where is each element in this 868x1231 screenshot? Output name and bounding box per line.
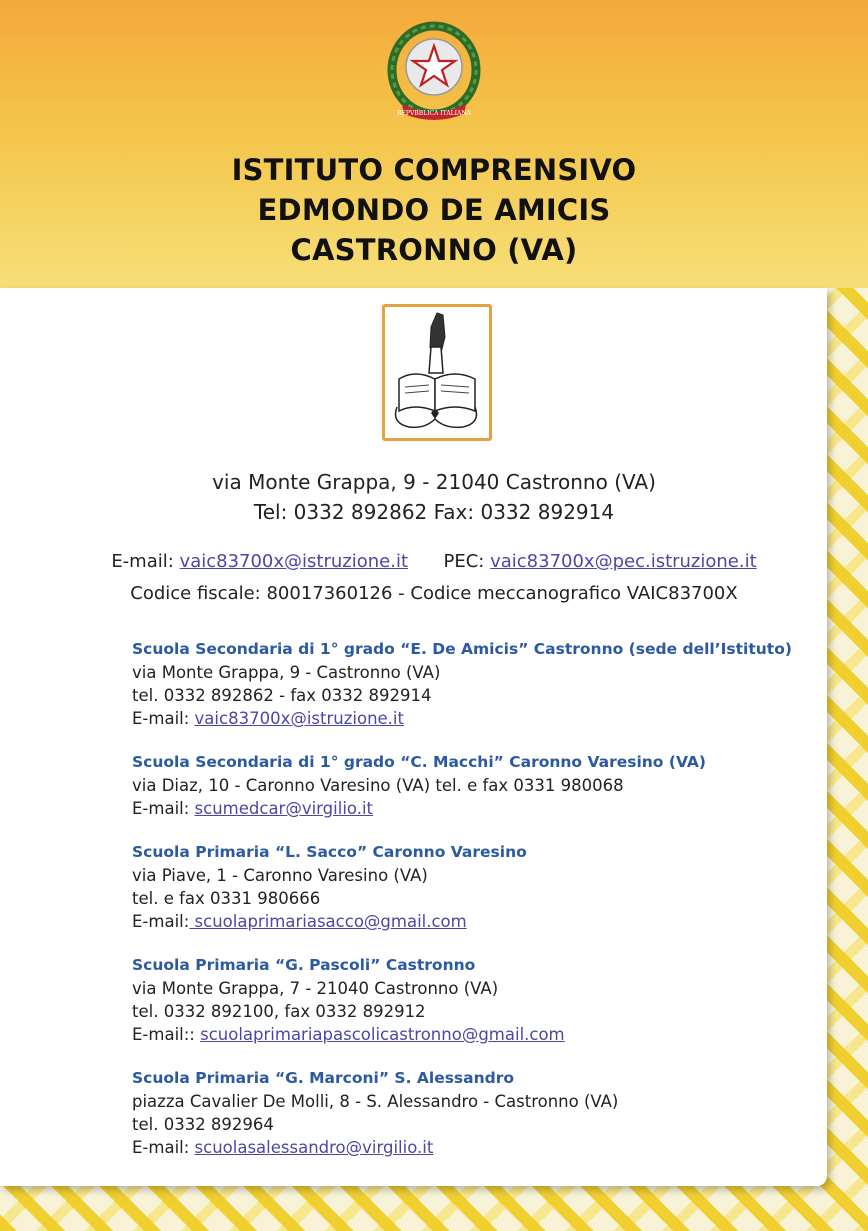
emblem-ribbon-text: REPVBBLICA ITALIANA — [397, 110, 471, 117]
school-name: Scuola Primaria “L. Sacco” Caronno Varesino — [132, 843, 527, 861]
italian-republic-emblem-icon — [384, 20, 484, 120]
school-info-line: via Monte Grappa, 9 - Castronno (VA) — [132, 663, 441, 682]
institute-title — [0, 150, 868, 270]
school-info-line: tel. e fax 0331 980666 — [132, 889, 321, 908]
school-email-row — [132, 707, 822, 730]
school-tel-fax: Tel: 0332 892862 Fax: 0332 892914 — [253, 500, 615, 524]
school-email-label: E-mail:: — [132, 1025, 201, 1044]
title-line-2: EDMONDO DE AMICIS — [257, 193, 611, 227]
school-info-line: tel. 0332 892100, fax 0332 892912 — [132, 1002, 426, 1021]
school-info-line: tel. 0332 892964 — [132, 1115, 274, 1134]
school-email-label: E-mail: — [132, 709, 195, 728]
school-entry — [132, 751, 822, 820]
school-name: Scuola Primaria “G. Pascoli” Castronno — [132, 956, 476, 974]
school-logo-icon — [385, 307, 489, 438]
school-entry — [132, 841, 822, 933]
school-entry — [132, 638, 822, 730]
school-entry — [132, 954, 822, 1046]
school-info-line: piazza Cavalier De Molli, 8 - S. Alessandro - Castronno (VA) — [132, 1092, 619, 1111]
school-email-row — [132, 1023, 822, 1046]
school-email-label: E-mail: — [132, 1138, 195, 1157]
school-info-line: via Diaz, 10 - Caronno Varesino (VA) tel. e fax 0331 980068 — [132, 776, 624, 795]
email-label: E-mail: — [111, 551, 180, 572]
school-email-row — [132, 797, 822, 820]
email-pec-row — [0, 551, 868, 572]
school-entry — [132, 1067, 822, 1159]
pec-label: PEC: — [443, 551, 491, 572]
school-info-line: via Monte Grappa, 7 - 21040 Castronno (VA) — [132, 979, 499, 998]
school-address: via Monte Grappa, 9 - 21040 Castronno (VA) — [212, 470, 656, 494]
school-name: Scuola Secondaria di 1° grado “E. De Amicis” Castronno (sede dell’Istituto) — [132, 640, 792, 658]
school-info-line: tel. 0332 892862 - fax 0332 892914 — [132, 686, 432, 705]
school-email-row — [132, 1136, 822, 1159]
school-logo — [382, 304, 492, 441]
school-name: Scuola Secondaria di 1° grado “C. Macchi” Caronno Varesino (VA) — [132, 753, 706, 771]
school-name: Scuola Primaria “G. Marconi” S. Alessandro — [132, 1069, 515, 1087]
main-email-link[interactable]: vaic83700x@istruzione.it — [179, 551, 409, 572]
school-email-label: E-mail: — [132, 799, 195, 818]
title-line-3: CASTRONNO (VA) — [290, 233, 578, 267]
school-email-label: E-mail: — [132, 912, 190, 931]
schools-list — [132, 638, 822, 1180]
title-line-1: ISTITUTO COMPRENSIVO — [231, 153, 637, 187]
fiscal-codes: Codice fiscale: 80017360126 - Codice meccanografico VAIC83700X — [130, 583, 738, 604]
school-email-row — [132, 910, 822, 933]
school-email-link[interactable]: scuolasalessandro@virgilio.it — [194, 1138, 434, 1157]
school-info-line: via Piave, 1 - Caronno Varesino (VA) — [132, 866, 428, 885]
school-email-link[interactable]: scuolaprimariasacco@gmail.com — [189, 912, 467, 931]
pec-email-link[interactable]: vaic83700x@pec.istruzione.it — [490, 551, 757, 572]
school-email-link[interactable]: vaic83700x@istruzione.it — [194, 709, 404, 728]
school-email-link[interactable]: scumedcar@virgilio.it — [194, 799, 374, 818]
school-email-link[interactable]: scuolaprimariapascolicastronno@gmail.com — [200, 1025, 565, 1044]
page-header — [0, 0, 868, 288]
